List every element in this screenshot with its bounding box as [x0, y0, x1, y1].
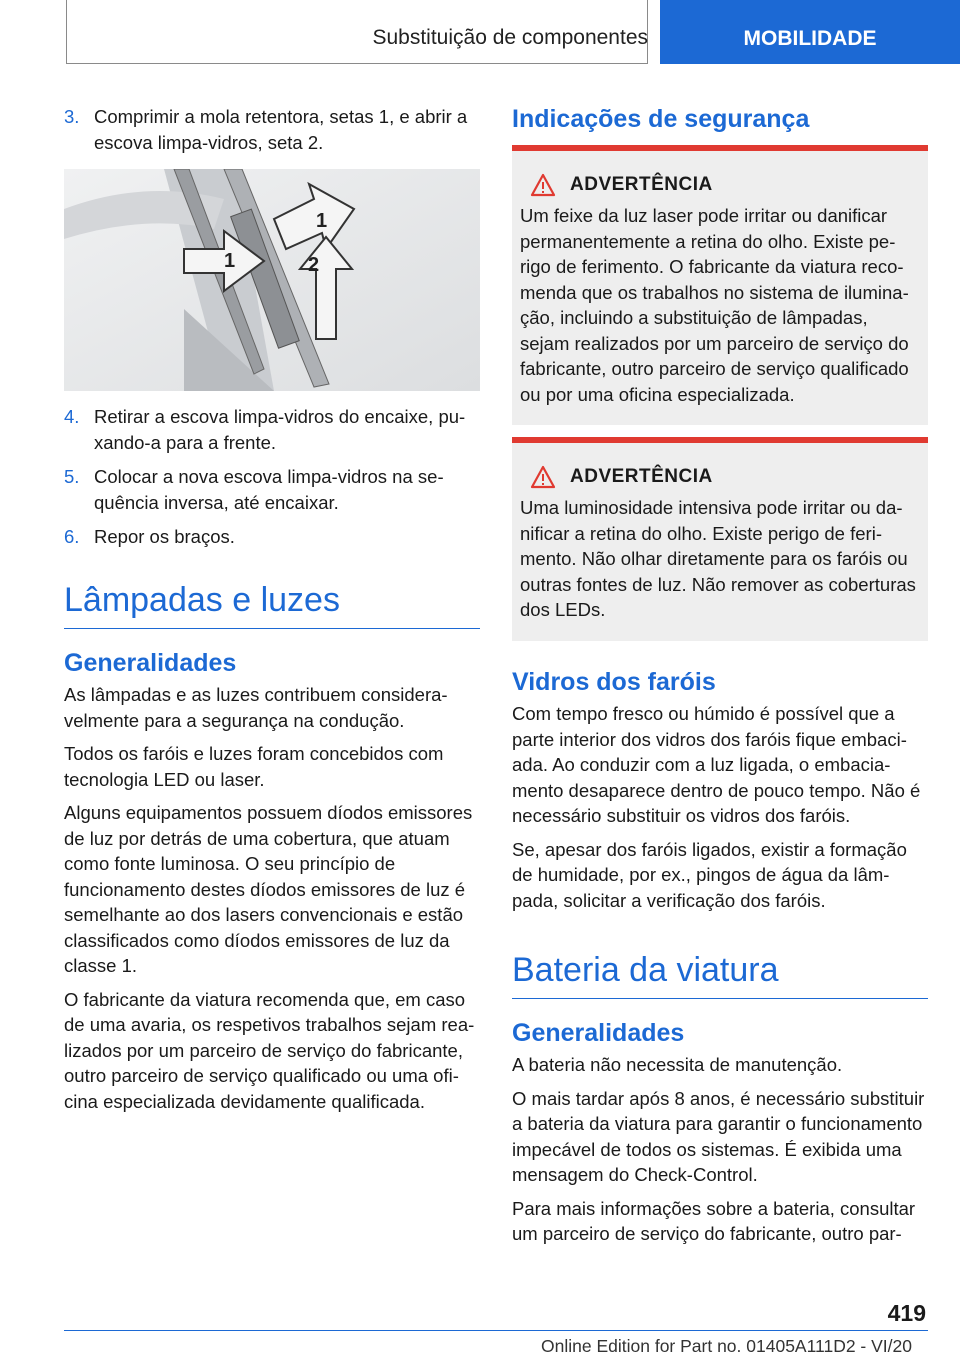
heading-general-battery: Generalidades	[512, 1019, 685, 1047]
heading-battery: Bateria da viatura	[512, 951, 779, 989]
paragraph: Todos os faróis e luzes foram concebidos com tecnologia LED ou laser.	[64, 743, 444, 790]
step-number: 5.	[64, 466, 80, 487]
paragraph: O fabricante da viatura recomenda que, em caso de uma avaria, os respetivos trabalhos sejam realizados por um parceiro de serviço do fabricante, outro parceiro de serviço qualificado ou uma oficina especializada devidamente qualificada.	[64, 988, 475, 1112]
step-number: 4.	[64, 406, 80, 427]
arrow-label: 1	[316, 210, 328, 232]
paragraph: O mais tardar após 8 anos, é necessário substituir a bateria da viatura para garantir o funcionamento impecável de todos os sistemas. É exibida uma mensagem do Check-Control.	[512, 1087, 925, 1185]
step-number: 6.	[64, 526, 80, 547]
wiper-illustration	[64, 169, 480, 391]
paragraph: Com tempo fresco ou húmido é possível que a parte interior dos vidros dos faróis fique embaciada. Ao conduzir com a luz ligada, o embaciamento desaparece dentro de pouco tempo. Não é necessário substituir os vidros dos faróis.	[512, 703, 921, 826]
chapter-title: Substituição de componentes	[372, 26, 648, 49]
step-text: Comprimir a mola retentora, setas 1, e abrir a escova limpa-vidros, seta 2.	[94, 106, 468, 153]
heading-rule	[512, 998, 928, 999]
heading-safety: Indicações de segurança	[512, 105, 810, 133]
paragraph: Para mais informações sobre a bateria, consultar um parceiro de serviço do fabricante, outro par-	[512, 1197, 916, 1244]
step-text: Retirar a escova limpa-vidros do encaixe, puxando-a para a frente.	[94, 406, 466, 453]
wiper-figure	[64, 169, 480, 391]
warning-text: Um feixe da luz laser pode irritar ou danificar permanentemente a retina do olho. Existe perigo de ferimento. O fabricante da viatura recomenda que os trabalhos no sistema de iluminação, incluindo a substituição de lâmpadas, sejam realizados por um parceiro de serviço do fabricante, outro parceiro de serviço qualificado ou por uma oficina especializada.	[520, 205, 909, 405]
warning-title: ADVERTÊNCIA	[570, 174, 713, 195]
warning-triangle-icon	[530, 465, 556, 489]
heading-headlight-glass: Vidros dos faróis	[512, 668, 716, 696]
paragraph: Alguns equipamentos possuem díodos emissores de luz por detrás de uma cobertura, que atuam como fonte luminosa. O seu princípio de funcionamento destes díodos emissores de luz é semelhante ao dos lasers convencionais e estão classificados como díodos emissores de luz da classe 1.	[64, 802, 473, 976]
step-4	[64, 404, 480, 455]
arrow-label: 1	[224, 250, 236, 272]
warning-box-laser	[512, 145, 928, 425]
step-text: Colocar a nova escova limpa-vidros na sequência inversa, até encaixar.	[94, 466, 444, 513]
step-6	[64, 524, 480, 550]
paragraph: A bateria não necessita de manutenção.	[512, 1054, 843, 1075]
warning-text: Uma luminosidade intensiva pode irritar ou danificar a retina do olho. Existe perigo de ferimento. Não olhar diretamente para os faróis ou outras fontes de luz. Não remover as coberturas dos LEDs.	[520, 497, 916, 620]
step-3	[64, 104, 510, 155]
step-text: Repor os braços.	[94, 526, 235, 547]
step-number: 3.	[64, 106, 80, 127]
heading-rule	[64, 628, 480, 629]
heading-lamps: Lâmpadas e luzes	[64, 581, 340, 619]
page-number: 419	[887, 1300, 926, 1326]
warning-title: ADVERTÊNCIA	[570, 466, 713, 487]
edition-note: Online Edition for Part no. 01405A111D2 - VI/20	[541, 1336, 912, 1356]
warning-box-light	[512, 437, 928, 641]
paragraph: As lâmpadas e as luzes contribuem consideravelmente para a segurança na condução.	[64, 684, 448, 731]
footer-rule	[64, 1330, 928, 1331]
warning-triangle-icon	[530, 173, 556, 197]
section-tab: MOBILIDADE	[660, 0, 960, 64]
step-5	[64, 464, 480, 515]
paragraph: Se, apesar dos faróis ligados, existir a formação de humidade, por ex., pingos de água da lâmpada, solicitar a verificação dos faróis.	[512, 838, 907, 911]
heading-general: Generalidades	[64, 649, 237, 677]
arrow-label: 2	[308, 254, 320, 276]
